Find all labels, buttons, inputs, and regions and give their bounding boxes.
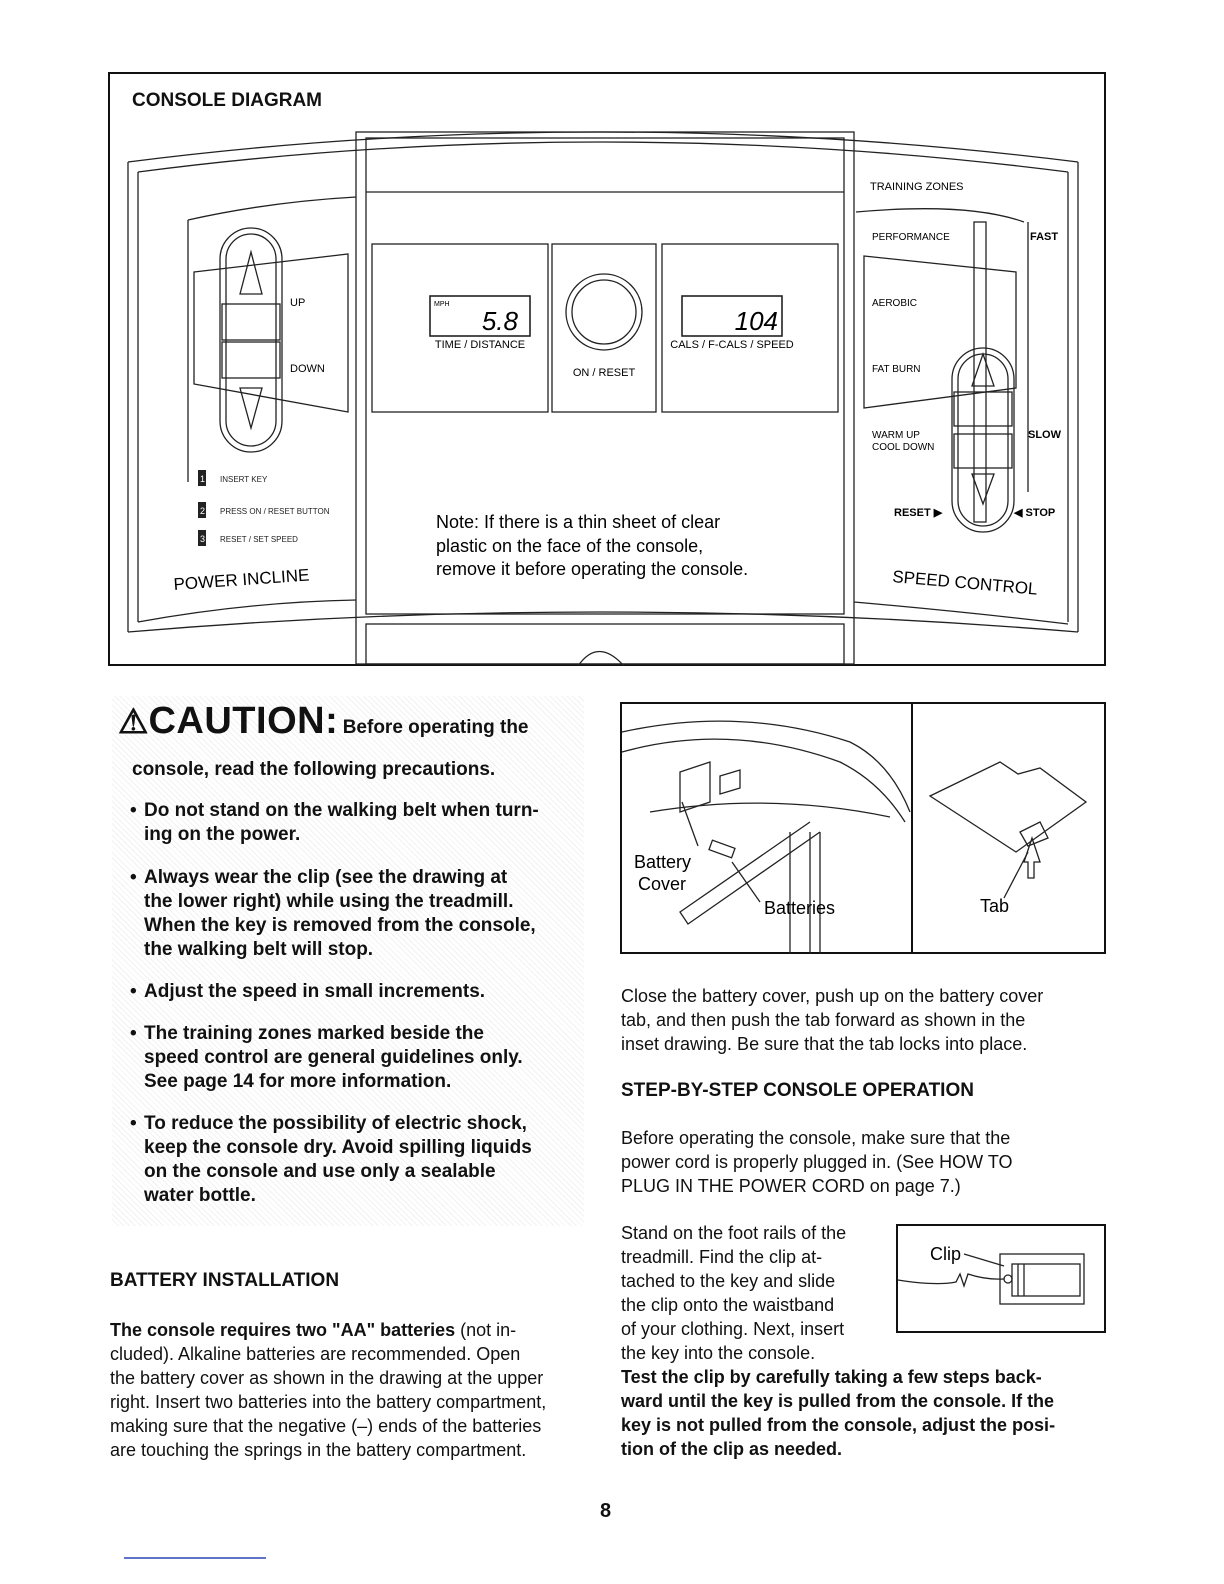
footer-rule bbox=[124, 1557, 266, 1559]
operation-paragraph-3: Test the clip by carefully taking a few steps back- ward until the key is pulled from the console. If the key is not pulled from the console, adjust the posi- tion of the clip as needed. bbox=[621, 1367, 1056, 1459]
power-incline-title: POWER INCLINE bbox=[172, 565, 310, 594]
step-3-num: 3 bbox=[200, 534, 206, 544]
battery-cover-label-1: Battery bbox=[634, 852, 692, 872]
zone-warm-up: WARM UP bbox=[872, 430, 920, 441]
battery-heading: BATTERY INSTALLATION bbox=[110, 1270, 340, 1291]
incline-down-label: DOWN bbox=[290, 363, 325, 375]
operation-heading: STEP-BY-STEP CONSOLE OPERATION bbox=[621, 1080, 974, 1101]
caution-item-4: • The training zones marked beside the speed control are general guidelines only. See page 14 for more information. bbox=[130, 1023, 523, 1092]
caution-item-2: • Always wear the clip (see the drawing at the lower right) while using the treadmill. When the key is removed from the console, the walking belt will stop. bbox=[130, 867, 536, 960]
warning-icon: ⚠ bbox=[118, 703, 149, 741]
close-cover-paragraph: Close the battery cover, push up on the battery cover tab, and then push the tab forward as shown in the inset drawing. Be sure that the tab locks into place. bbox=[621, 986, 1044, 1054]
page-number: 8 bbox=[600, 1500, 612, 1522]
on-reset-label: ON / RESET bbox=[572, 367, 636, 379]
zone-aerobic: AEROBIC bbox=[872, 298, 918, 309]
speed-reset-label: RESET ▶ bbox=[894, 507, 943, 519]
tab-label: Tab bbox=[980, 896, 1010, 916]
caution-item-5: • To reduce the possibility of electric shock, keep the console dry. Avoid spilling liquids on the console and use only a sealable water bottle. bbox=[130, 1113, 532, 1206]
battery-cover-label-2: Cover bbox=[638, 874, 687, 894]
caution-subheading: console, read the following precautions. bbox=[132, 759, 496, 780]
batteries-label: Batteries bbox=[764, 898, 836, 918]
speed-stop-label: ◀ STOP bbox=[1014, 507, 1056, 519]
console-diagram-drawing bbox=[108, 72, 1106, 666]
right-display-label: CALS / F-CALS / SPEED bbox=[670, 339, 794, 351]
note-line-3: remove it before operating the console. bbox=[436, 559, 749, 579]
speed-control-title: SPEED CONTROL bbox=[891, 567, 1039, 599]
step-1-num: 1 bbox=[200, 474, 206, 484]
incline-up-label: UP bbox=[290, 297, 306, 309]
step-2-text: PRESS ON / RESET BUTTON bbox=[220, 507, 330, 516]
left-display-unit: MPH bbox=[434, 301, 450, 308]
left-display-label: TIME / DISTANCE bbox=[434, 339, 526, 351]
step-3-text: RESET / SET SPEED bbox=[220, 535, 298, 544]
zone-cool-down: COOL DOWN bbox=[872, 442, 935, 453]
note-line-2: plastic on the face of the console, bbox=[436, 536, 704, 556]
caution-item-1: • Do not stand on the walking belt when turn- ing on the power. bbox=[130, 800, 539, 845]
caution-lead: Before operating the bbox=[342, 717, 529, 738]
clip-figure bbox=[896, 1224, 1106, 1334]
zone-performance: PERFORMANCE bbox=[872, 232, 950, 243]
operation-paragraph-2: Stand on the foot rails of the treadmill. Find the clip at- tached to the key and slide the clip onto the waistband of your clothing. Next, insert the key into the console. bbox=[621, 1223, 847, 1363]
training-zones-title: TRAINING ZONES bbox=[870, 181, 964, 193]
battery-paragraph: The console requires two "AA" batteries (not in- cluded). Alkaline batteries are recommended. Open the battery cover as shown in the drawing at the upper right. Insert two batteries into the battery compartment, making sure that the negative (–) ends of the batteries are touching the springs in the battery compartment. bbox=[110, 1320, 547, 1460]
right-display-value: 104 bbox=[734, 306, 778, 336]
note-line-1: Note: If there is a thin sheet of clear bbox=[436, 512, 721, 532]
speed-slow-label: SLOW bbox=[1028, 429, 1061, 441]
battery-figure bbox=[620, 702, 1106, 954]
step-1-text: INSERT KEY bbox=[220, 475, 268, 484]
caution-word: CAUTION: bbox=[148, 700, 339, 742]
console-diagram-title: CONSOLE DIAGRAM bbox=[132, 90, 322, 111]
caution-heading bbox=[118, 700, 529, 743]
clip-label: Clip bbox=[930, 1244, 962, 1264]
zone-fat-burn: FAT BURN bbox=[872, 364, 921, 375]
operation-paragraph-1: Before operating the console, make sure that the power cord is properly plugged in. (See HOW TO PLUG IN THE POWER CORD on page 7.) bbox=[621, 1128, 1013, 1196]
caution-item-3: • Adjust the speed in small increments. bbox=[130, 981, 486, 1002]
step-2-num: 2 bbox=[200, 506, 206, 516]
speed-fast-label: FAST bbox=[1030, 231, 1059, 243]
left-display-value: 5.8 bbox=[481, 306, 518, 336]
